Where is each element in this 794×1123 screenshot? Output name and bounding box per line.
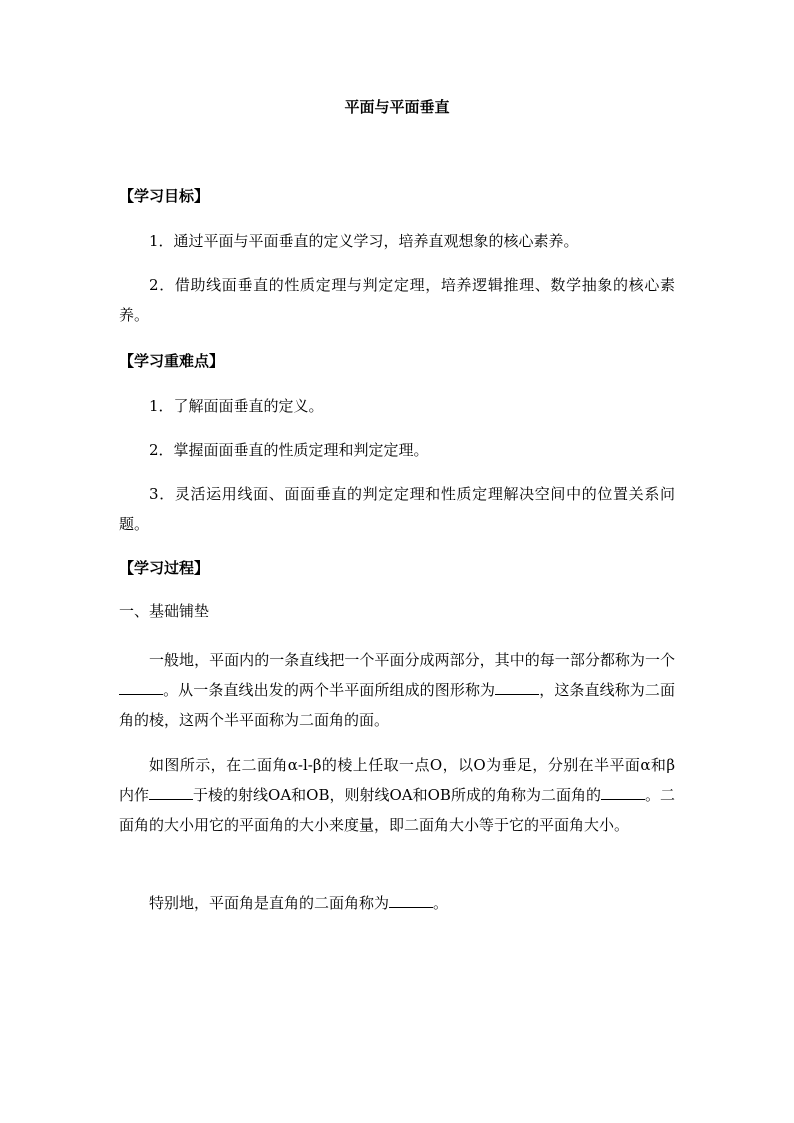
fill-in-blank[interactable] bbox=[119, 676, 163, 695]
objectives-heading: 【学习目标】 bbox=[119, 187, 210, 205]
paragraph-text: ，这条直线称为二面角的棱，这两个半平面称为二面角的面。 bbox=[119, 681, 675, 729]
key-point-item-3: 3．灵活运用线面、面面垂直的判定定理和性质定理解决空间中的位置关系问题。 bbox=[119, 485, 675, 533]
fill-in-blank[interactable] bbox=[495, 676, 539, 695]
process-subheading: 一、基础铺垫 bbox=[119, 602, 210, 620]
process-heading: 【学习过程】 bbox=[119, 559, 210, 577]
paragraph-text: 。 bbox=[433, 894, 449, 912]
paragraph-text: 于棱的射线OA和OB，则射线OA和OB所成的角称为二面角的 bbox=[193, 786, 601, 804]
objective-item-2: 2．借助线面垂直的性质定理与判定定理，培养逻辑推理、数学抽象的核心素养。 bbox=[119, 276, 675, 324]
paragraph-half-plane-definition bbox=[119, 645, 675, 735]
fill-in-blank[interactable] bbox=[149, 781, 193, 800]
fill-in-blank[interactable] bbox=[601, 781, 645, 800]
fill-in-blank[interactable] bbox=[389, 889, 433, 908]
paragraph-text: 如图所示，在二面角α-l-β的棱上任取一点O，以O为垂足，分别在半平面α和β内作 bbox=[119, 756, 675, 804]
document-title: 平面与平面垂直 bbox=[344, 98, 450, 116]
paragraph-text: 一般地，平面内的一条直线把一个平面分成两部分，其中的每一部分都称为一个 bbox=[149, 651, 675, 669]
paragraph-right-dihedral-angle bbox=[119, 888, 675, 918]
paragraph-text: 。从一条直线出发的两个半平面所组成的图形称为 bbox=[163, 681, 496, 699]
key-point-item-1: 1．了解面面垂直的定义。 bbox=[149, 397, 324, 415]
key-points-heading: 【学习重难点】 bbox=[119, 352, 225, 370]
document-page bbox=[119, 0, 675, 1123]
paragraph-text: 。二面角的大小用它的平面角的大小来度量，即二面角大小等于它的平面角大小。 bbox=[119, 786, 675, 834]
paragraph-text: 特别地，平面角是直角的二面角称为 bbox=[149, 894, 390, 912]
key-point-item-2: 2．掌握面面垂直的性质定理和判定定理。 bbox=[149, 441, 429, 459]
paragraph-plane-angle-definition bbox=[119, 750, 675, 840]
objective-item-1: 1．通过平面与平面垂直的定义学习，培养直观想象的核心素养。 bbox=[149, 232, 579, 250]
